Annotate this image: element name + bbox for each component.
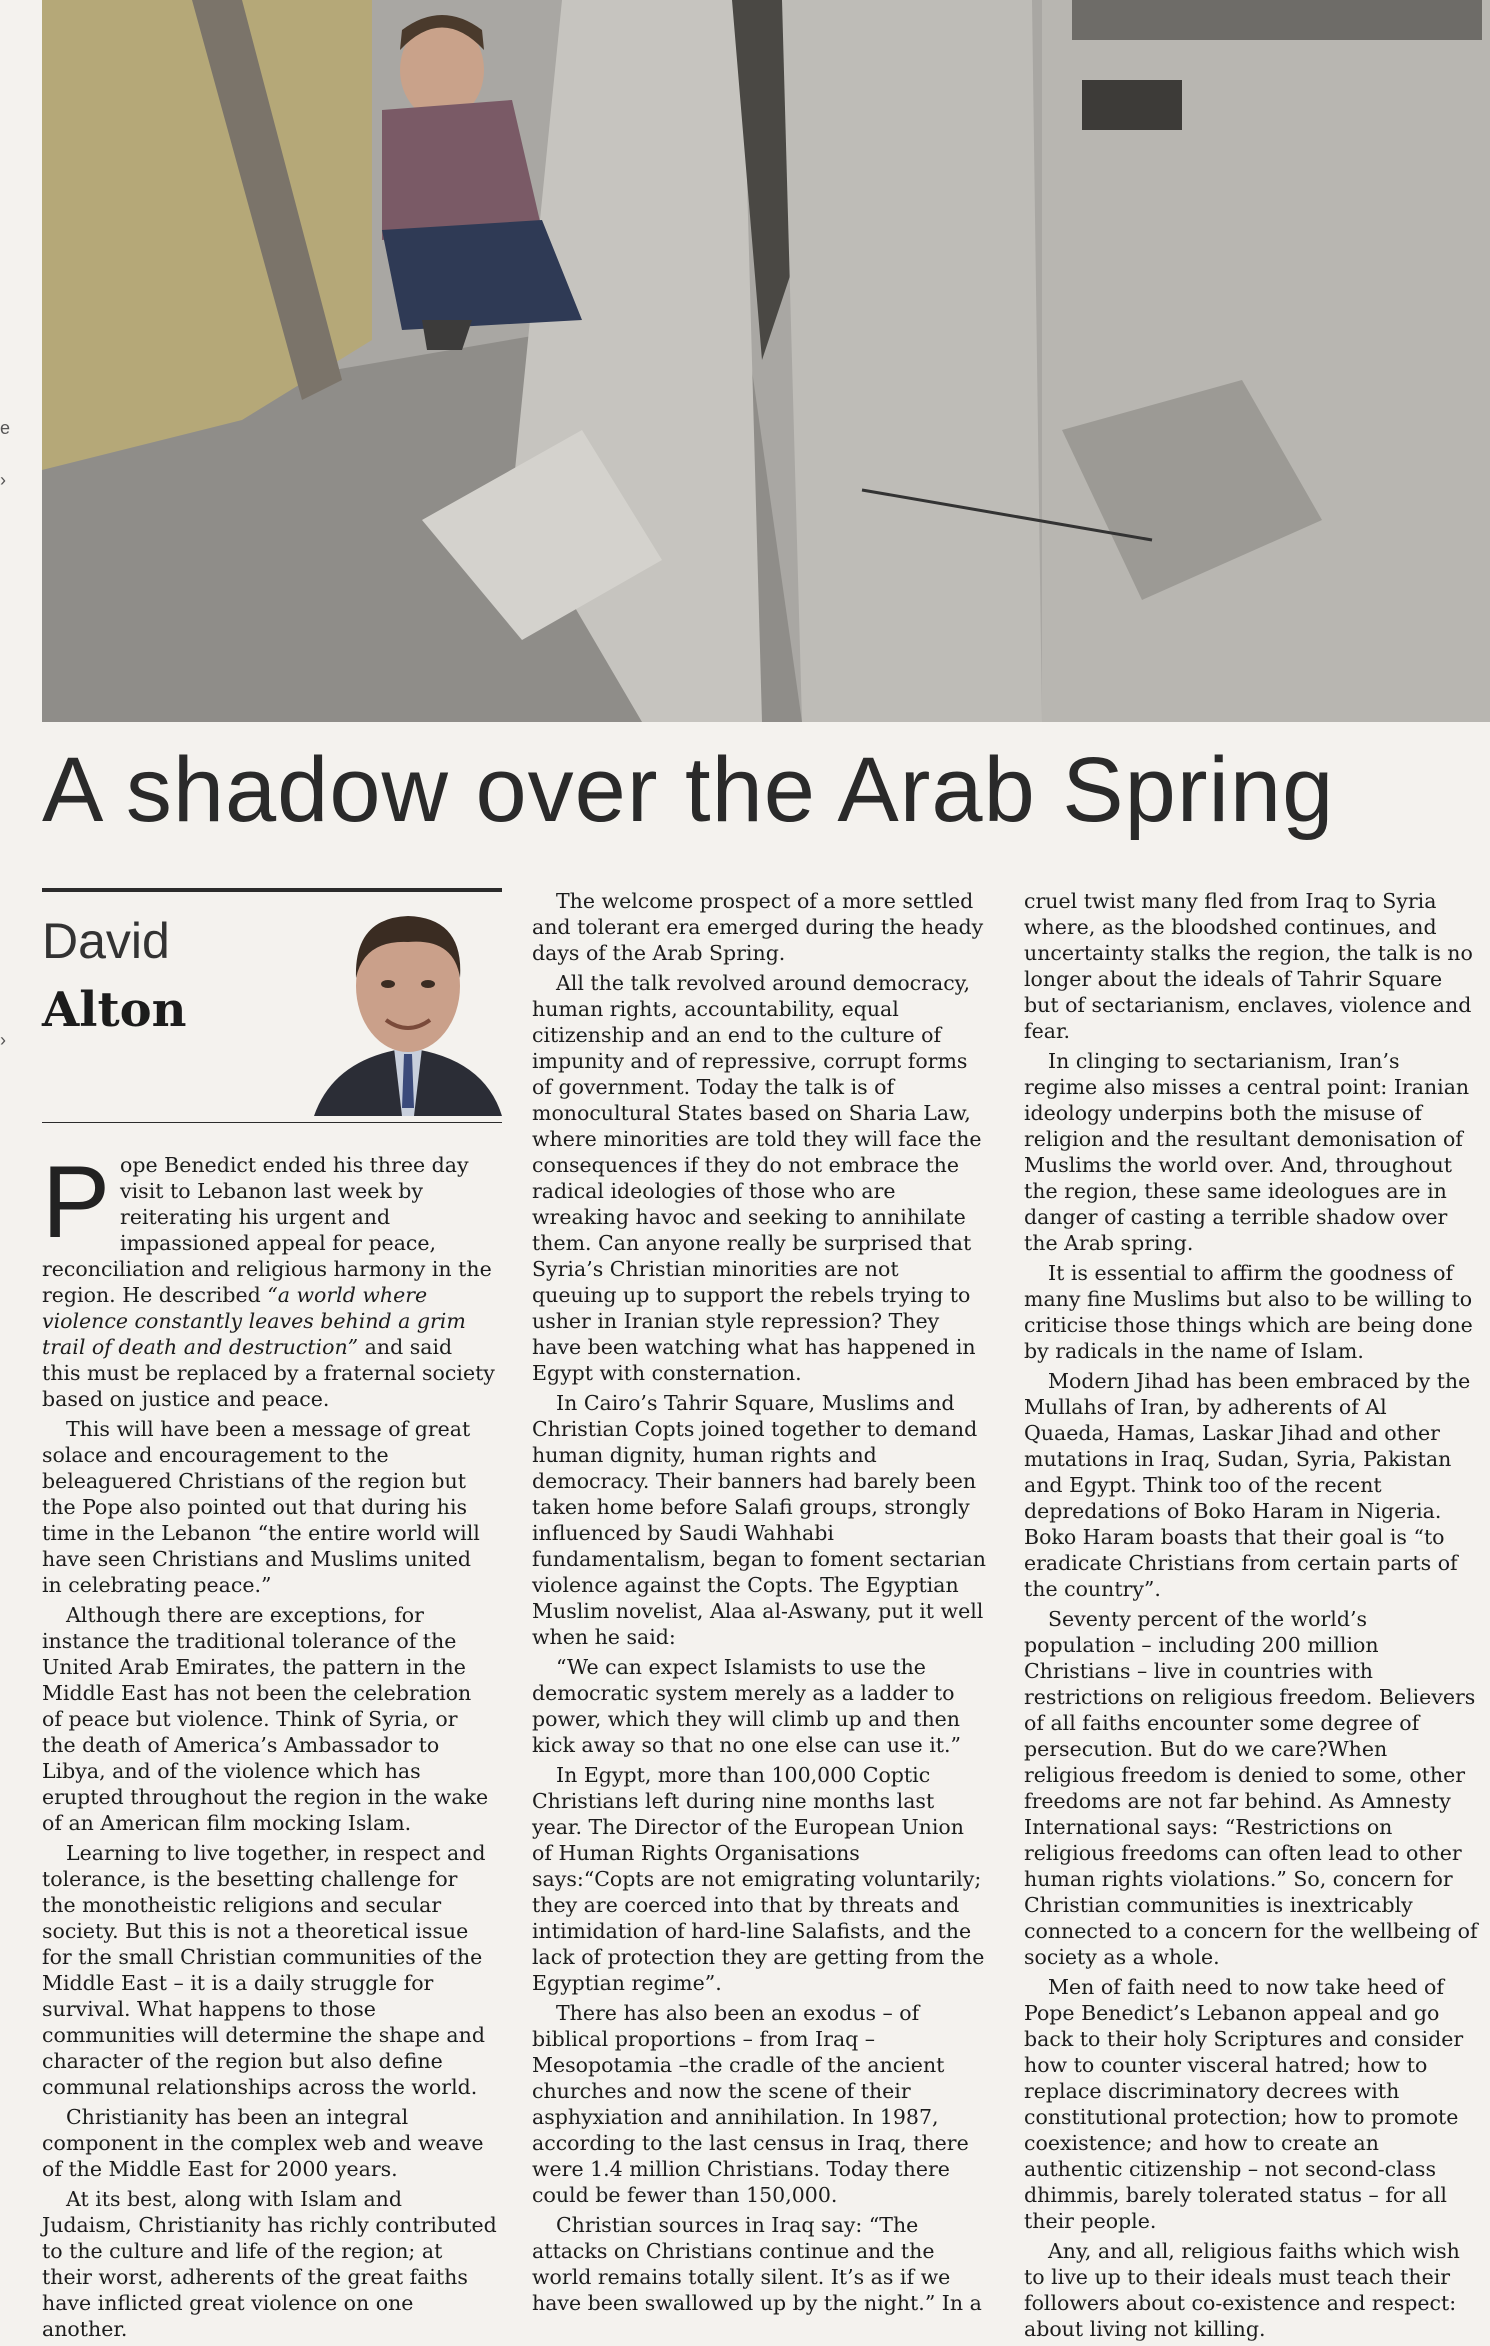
paragraph: It is essential to affirm the goodness of many fine Muslims but also to be willing to criticise those things which are being done by radicals in the name of Islam. [1024, 1261, 1473, 1363]
paragraph: At its best, along with Islam and Judaism, Christianity has richly contributed to the culture and life of the region; at their worst, adherents of the great faiths have inflicted great violence on one another. [42, 2187, 497, 2341]
paragraph: Pope Benedict ended his three day visit to Lebanon last week by reiterating his urgent and impassioned appeal for peace, reconciliation and religious harmony in the region. He described “a world where violence constantly leaves behind a grim trail of death and destruction” and said this must be replaced by a fraternal society based on justice and peace. [42, 1145, 495, 1411]
margin-mark: › [0, 470, 6, 490]
paragraph: Men of faith need to now take heed of Pope Benedict’s Lebanon appeal and go back to their holy Scriptures and consider how to counter visceral hatred; how to replace discriminatory decrees with constitutional protection; how to promote coexistence; and how to create an authentic citizenship – not second-class dhimmis, barely tolerated status – for all their people. [1024, 1975, 1464, 2233]
paragraph: Learning to live together, in respect and tolerance, is the besetting challenge for the monotheistic religions and secular society. But this is not a theoretical issue for the small Christian communities of the Middle East – it is a daily struggle for survival. What happens to those communities will determine the shape and character of the region but also define communal relationships across the world. [42, 1841, 486, 2099]
paragraph: In clinging to sectarianism, Iran’s regime also misses a central point: Iranian ideology underpins both the misuse of religion and the resultant demonisation of Muslims the world over. And, throughout the region, these same ideologues are in danger of casting a terrible shadow over the Arab spring. [1024, 1049, 1470, 1255]
article-column-1 [42, 1145, 497, 2346]
paragraph: Christianity has been an integral component in the complex web and weave of the Middle East for 2000 years. [42, 2105, 484, 2181]
paragraph: All the talk revolved around democracy, human rights, accountability, equal citizenship and an end to the culture of impunity and of repressive, corrupt forms of government. Today the talk is of monocultural States based on Sharia Law, where minorities are told they will face the consequences if they do not embrace the radical ideologies of those who are wreaking havoc and seeking to annihilate them. Can anyone really be surprised that Syria’s Christian minorities are not queuing up to support the rebels trying to usher in Iranian style repression? They have been watching what has happened in Egypt with consternation. [532, 971, 982, 1385]
headline: A shadow over the Arab Spring [42, 739, 1335, 841]
paragraph: There has also been an exodus – of biblical proportions – from Iraq – Mesopotamia –the cradle of the ancient churches and now the scene of their asphyxiation and annihilation. In 1987, according to the last census in Iraq, there were 1.4 million Christians. Today there could be fewer than 150,000. [532, 2001, 969, 2207]
byline [42, 888, 502, 1123]
paragraph: The welcome prospect of a more settled and tolerant era emerged during the heady days of the Arab Spring. [532, 889, 984, 965]
author-last-name: Alton [42, 982, 187, 1038]
drop-cap: P [42, 1145, 111, 1259]
article-column-2 [532, 888, 987, 2320]
pope-quote: “a world where violence constantly leaves behind a grim trail of death and destruction” [42, 1283, 466, 1359]
paragraph: Modern Jihad has been embraced by the Mullahs of Iran, by adherents of Al Quaeda, Hamas, Laskar Jihad and other mutations in Iraq, Sudan, Syria, Pakistan and Egypt. Think too of the recent depredations of Boko Haram in Nigeria. Boko Haram boasts that their goal is “to eradicate Christians from certain parts of the country”. [1024, 1369, 1471, 1601]
paragraph: cruel twist many fled from Iraq to Syria where, as the bloodshed continues, and uncertainty stalks the region, the talk is no longer about the ideals of Tahrir Square but of sectarianism, enclaves, violence and fear. [1024, 889, 1473, 1043]
article-column-3 [1024, 888, 1479, 2346]
paragraph: “We can expect Islamists to use the democratic system merely as a ladder to power, which they will climb up and then kick away so that no one else can use it.” [532, 1655, 961, 1757]
margin-mark: e [0, 418, 11, 438]
article-photo [42, 0, 1490, 722]
paragraph: In Cairo’s Tahrir Square, Muslims and Christian Copts joined together to demand human dignity, human rights and democracy. Their banners had barely been taken home before Salafi groups, strongly influenced by Saudi Wahhabi fundamentalism, began to foment sectarian violence against the Copts. The Egyptian Muslim novelist, Alaa al-Aswany, put it well when he said: [532, 1391, 986, 1649]
author-portrait [314, 898, 502, 1116]
paragraph: In Egypt, more than 100,000 Coptic Christians left during nine months last year. The Director of the European Union of Human Rights Organisations says:“Copts are not emigrating voluntarily; they are coerced into that by threats and intimidation of hard-line Salafists, and the lack of protection they are getting from the Egyptian regime”. [532, 1763, 985, 1995]
paragraph: Any, and all, religious faiths which wish to live up to their ideals must teach their followers about co-existence and respect: about living not killing. [1024, 2239, 1460, 2341]
author-first-name: David [42, 913, 170, 969]
margin-mark: › [0, 1030, 6, 1050]
paragraph: This will have been a message of great solace and encouragement to the beleaguered Christians of the region but the Pope also pointed out that during his time in the Lebanon “the entire world will have seen Christians and Muslims united in celebrating peace.” [42, 1417, 480, 1597]
paragraph: Although there are exceptions, for instance the traditional tolerance of the United Arab Emirates, the pattern in the Middle East has not been the celebration of peace but violence. Think of Syria, or the death of America’s Ambassador to Libya, and of the violence which has erupted throughout the region in the wake of an American film mocking Islam. [42, 1603, 489, 1835]
paragraph: Seventy percent of the world’s population – including 200 million Christians – live in countries with restrictions on religious freedom. Believers of all faiths encounter some degree of persecution. But do we care?When religious freedom is denied to some, other freedoms are not far behind. As Amnesty International says: “Restrictions on religious freedoms can often lead to other human rights violations.” So, concern for Christian communities is inextricably connected to a concern for the wellbeing of society as a whole. [1024, 1607, 1478, 1969]
paragraph: Christian sources in Iraq say: “The attacks on Christians continue and the world remains totally silent. It’s as if we have been swallowed up by the night.” In a [532, 2213, 982, 2315]
